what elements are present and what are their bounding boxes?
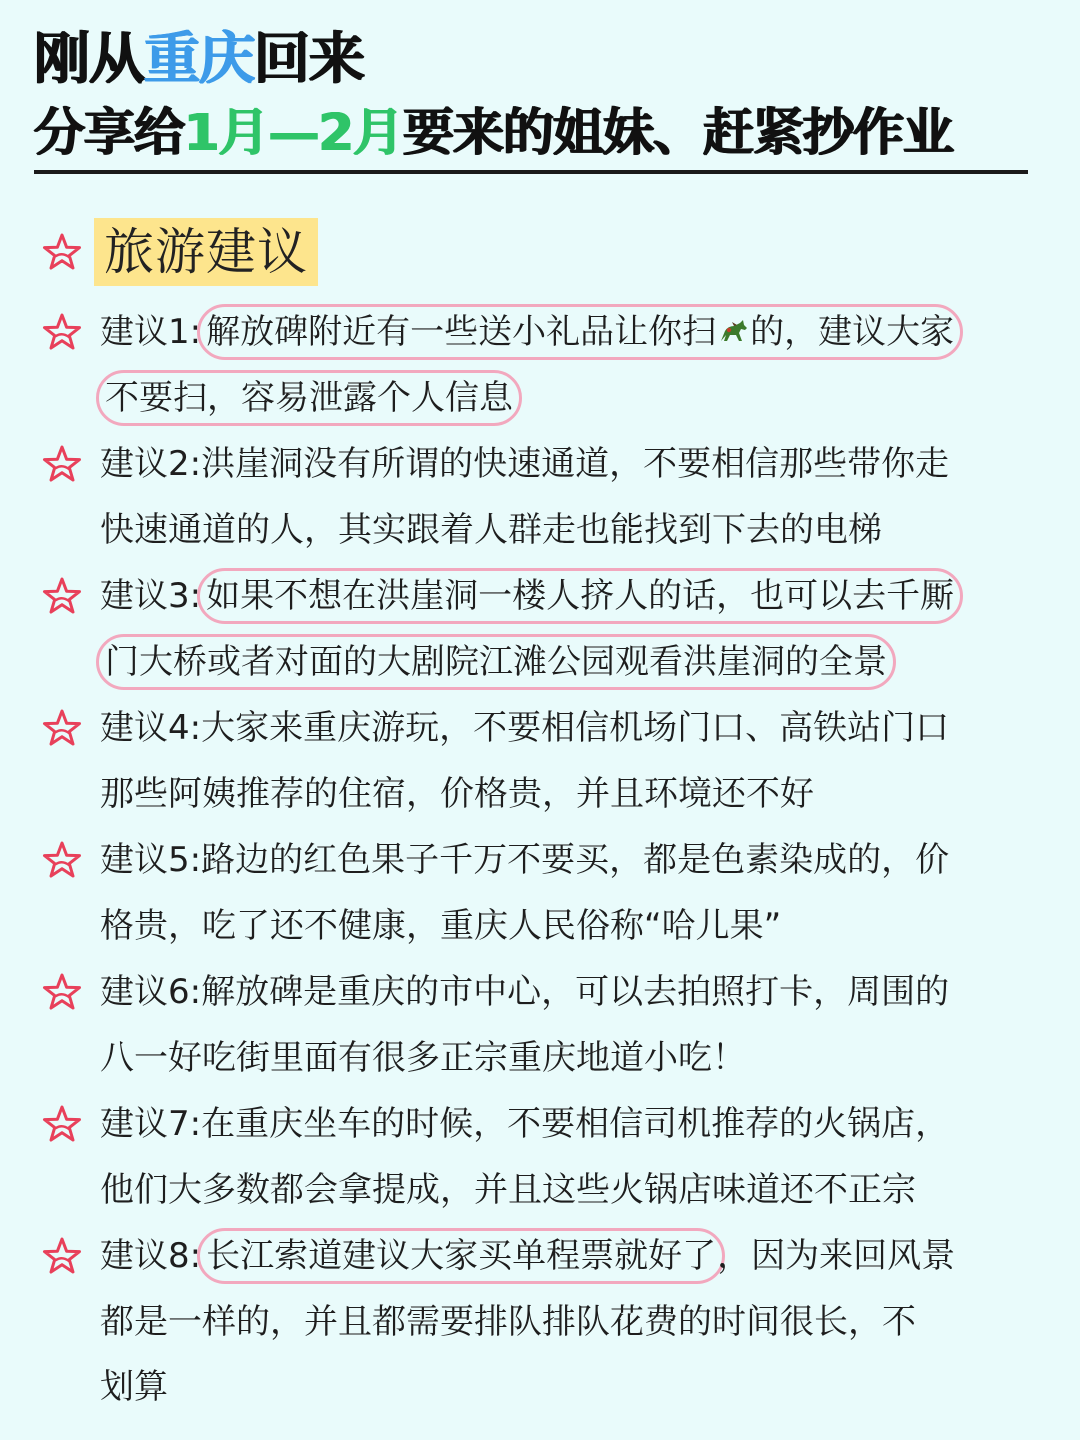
list-item [42, 1092, 1042, 1223]
item-text: 解放碑附近有一些送小礼品让你扫 [206, 312, 717, 352]
item-label: 建议3: [100, 576, 202, 616]
title-text: 刚从 [34, 27, 144, 92]
item-line: 快速通道的人，其实跟着人群走也能找到下去的电梯 [100, 509, 882, 550]
item-line [100, 630, 1042, 696]
star-outline-icon [42, 1236, 82, 1276]
title-text: 要来的姐妹、赶紧抄作业 [403, 104, 954, 163]
highlight-oval: 门大桥或者对面的大剧院江滩公园观看洪崖洞的全景 [96, 634, 896, 690]
item-text: ，因为来回风景 [717, 1236, 956, 1276]
item-line: 他们大多数都会拿提成，并且这些火锅店味道还不正宗 [100, 1169, 916, 1210]
item-line: 建议5:路边的红色果子千万不要买，都是色素染成的，价 [100, 840, 950, 880]
title-line-2 [34, 100, 1034, 168]
star-outline-icon [42, 576, 82, 616]
section-label: 旅游建议 [94, 218, 318, 286]
star-outline-icon [42, 444, 82, 484]
item-line [100, 564, 1042, 630]
item-line: 建议4:大家来重庆游玩，不要相信机场门口、高铁站门口 [100, 708, 950, 748]
list-item [42, 564, 1042, 695]
star-outline-icon [42, 312, 82, 352]
item-line: 建议6:解放碑是重庆的市中心，可以去拍照打卡，周围的 [100, 972, 950, 1012]
list-item [42, 1224, 1042, 1421]
title-text: 分享给 [34, 104, 185, 163]
horse-icon [716, 317, 750, 347]
list-item [42, 828, 1042, 959]
item-label: 建议1: [100, 312, 202, 352]
highlight-oval: 如果不想在洪崖洞一楼人挤人的话，也可以去千厮 [197, 568, 963, 624]
title-divider [34, 170, 1028, 174]
section-header [42, 218, 318, 286]
title-block [34, 26, 1034, 168]
item-text: 的，建议大家 [750, 312, 955, 352]
title-text: 回来 [254, 27, 364, 92]
title-highlight-months: 1月—2月 [184, 104, 403, 163]
highlight-oval: 长江索道建议大家买单程票就好了 [197, 1228, 725, 1284]
item-line: 格贵，吃了还不健康，重庆人民俗称“哈儿果” [100, 905, 782, 946]
title-line-1 [34, 26, 1034, 94]
item-line: 划算 [100, 1367, 168, 1407]
highlight-oval [197, 304, 963, 360]
item-line [100, 300, 1042, 366]
list-item [42, 696, 1042, 827]
list-item [42, 960, 1042, 1091]
item-line: 都是一样的，并且都需要排队排队花费的时间很长，不 [100, 1301, 916, 1342]
highlight-oval: 不要扫，容易泄露个人信息 [96, 370, 522, 426]
item-line: 那些阿姨推荐的住宿，价格贵，并且环境还不好 [100, 773, 814, 814]
tips-list [42, 300, 1042, 1422]
item-line: 建议2:洪崖洞没有所谓的快速通道，不要相信那些带你走 [100, 444, 950, 484]
item-line [100, 366, 1042, 432]
star-outline-icon [42, 840, 82, 880]
item-line [100, 1224, 1042, 1290]
item-line: 建议7:在重庆坐车的时候，不要相信司机推荐的火锅店， [100, 1104, 950, 1144]
star-outline-icon [42, 1104, 82, 1144]
list-item [42, 300, 1042, 431]
item-line: 八一好吃街里面有很多正宗重庆地道小吃！ [100, 1037, 746, 1078]
star-outline-icon [42, 972, 82, 1012]
star-outline-icon [42, 232, 82, 272]
list-item [42, 432, 1042, 563]
title-highlight-city: 重庆 [144, 27, 254, 92]
item-label: 建议8: [100, 1236, 202, 1276]
star-outline-icon [42, 708, 82, 748]
